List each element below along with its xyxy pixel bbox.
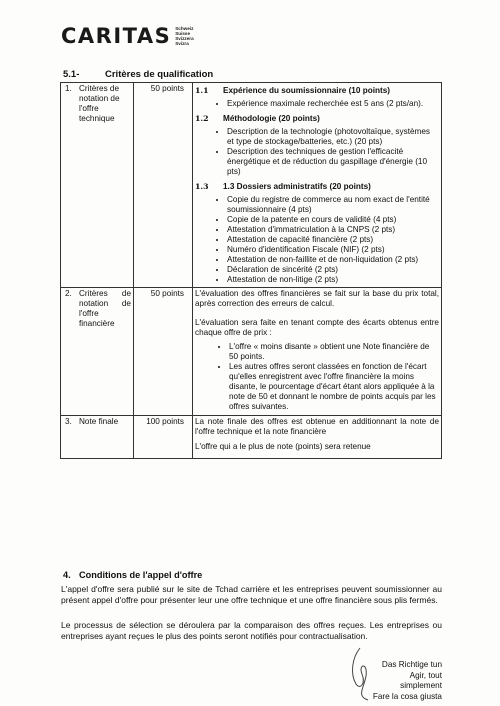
bullet-list xyxy=(195,127,439,177)
criterion-details-cell xyxy=(193,416,442,459)
list-item: • Les autres offres seront classées en fonction de l'écart qu'elles enregistrent avec l'offre financière la moins disante, le pourcentage d'écart étant alors appliquée à la note de 50 et donnant le nombre de points acquis par les offres suivantes. xyxy=(229,362,439,412)
list-item: • Attestation d'immatriculation à la CNPS (2 pts) xyxy=(227,225,439,235)
section-number: 4. xyxy=(63,570,71,580)
list-item: • Description de la technologie (photovoltaïque, systèmes et type de stockage/batteries, etc.) (20 pts) xyxy=(227,127,439,147)
sub-heading xyxy=(195,114,439,124)
paragraph: L'évaluation des offres financières se fait sur la base du prix total, après correction des erreurs de calcul. xyxy=(195,289,439,308)
logo-lang: Svizra xyxy=(175,41,189,47)
criterion-label-cell xyxy=(61,288,134,416)
paragraph: L'évaluation sera faite en tenant compte des écarts obtenus entre chaque offre de prix : xyxy=(195,318,439,337)
section-title: Critères de qualification xyxy=(105,69,214,80)
list-item: • Déclaration de sincérité (2 pts) xyxy=(227,265,439,275)
sub-heading xyxy=(195,182,439,192)
sub-number: 1.1 xyxy=(195,86,209,95)
list-item: • Expérience maximale recherchée est 5 ans (2 pts/an). xyxy=(227,99,439,109)
sub-title: Expérience du soumissionnaire (10 points) xyxy=(223,86,390,95)
logo-wordmark: CARITAS xyxy=(61,24,172,48)
motto xyxy=(370,660,442,702)
section-title: Conditions de l'appel d'offre xyxy=(79,570,203,580)
logo-languages xyxy=(175,26,193,47)
table-row xyxy=(61,416,442,459)
list-item: • Attestation de capacité financière (2 pts) xyxy=(227,235,439,245)
motto-line: Fare la cosa giusta xyxy=(372,691,442,701)
bullet-list xyxy=(195,195,439,285)
list-item: • Attestation de non-faillite et de non-liquidation (2 pts) xyxy=(227,255,439,265)
sub-title: Méthodologie (20 points) xyxy=(223,114,320,123)
list-item: • Copie de la patente en cours de validité (4 pts) xyxy=(227,215,439,225)
list-item: • Attestation de non-litige (2 pts) xyxy=(227,275,439,285)
criterion-number: 1. xyxy=(65,84,72,93)
criterion-number: 2. xyxy=(65,289,72,298)
criterion-details-cell xyxy=(193,288,442,416)
caritas-logo xyxy=(61,24,194,48)
section-number: 5.1- xyxy=(63,69,80,80)
criterion-label: Note finale xyxy=(79,417,119,426)
motto-line: Agir, tout simplement xyxy=(400,670,442,691)
table-row xyxy=(61,288,442,416)
paragraph: L'appel d'offre sera publié sur le site de Tchad carrière et les entreprises peuvent soumissionner au présent appel d'offre pour présenter leur une offre technique et une offre financière sous plis fermés. xyxy=(61,584,442,605)
logo-lang: Suisse xyxy=(175,30,191,36)
criterion-points: 50 points xyxy=(134,288,193,416)
criterion-points: 100 points xyxy=(134,416,193,459)
logo-lang: Svizzera xyxy=(175,36,194,41)
criterion-label-cell xyxy=(61,83,134,288)
list-item: • L'offre « moins disante » obtient une Note financière de 50 points. xyxy=(229,342,439,362)
criterion-label: Critères de notation de l'offre financière xyxy=(79,289,131,328)
section-4-heading xyxy=(63,570,202,580)
criterion-details-cell xyxy=(193,83,442,288)
bullet-list xyxy=(195,342,439,412)
motto-line: Das Richtige tun xyxy=(381,660,442,669)
list-item: • Description des techniques de gestion l'efficacité énergétique et de réduction du gaspillage d'énergie (10 pts) xyxy=(227,147,439,177)
sub-heading xyxy=(195,86,439,96)
table-row xyxy=(61,83,442,288)
section-heading xyxy=(63,69,213,80)
sub-title: 1.3 Dossiers administratifs (20 points) xyxy=(223,182,371,191)
bullet-list xyxy=(195,99,439,109)
criterion-number: 3. xyxy=(65,417,72,426)
list-item: • Numéro d'identification Fiscale (NIF) (2 pts) xyxy=(227,245,439,255)
paragraph: La note finale des offres est obtenue en additionnant la note de l'offre technique et la note financière xyxy=(195,417,439,436)
sub-number: 1.3 xyxy=(195,182,209,191)
sub-number: 1.2 xyxy=(195,114,209,123)
paragraph: L'offre qui a le plus de note (points) sera retenue xyxy=(195,442,371,451)
paragraph: Le processus de sélection se déroulera par la comparaison des offres reçues. Les entreprises ou entreprises ayant reçues le plus des points seront notifiés pour contractualisation. xyxy=(61,620,442,641)
criterion-points: 50 points xyxy=(134,83,193,288)
list-item: • Copie du registre de commerce au nom exact de l'entité soumissionnaire (4 pts) xyxy=(227,195,439,215)
criteria-table xyxy=(60,82,442,459)
logo-lang: Schweiz xyxy=(175,25,194,31)
criterion-label-cell xyxy=(61,416,134,459)
criterion-label: Critères de notation de l'offre technique xyxy=(79,84,120,123)
